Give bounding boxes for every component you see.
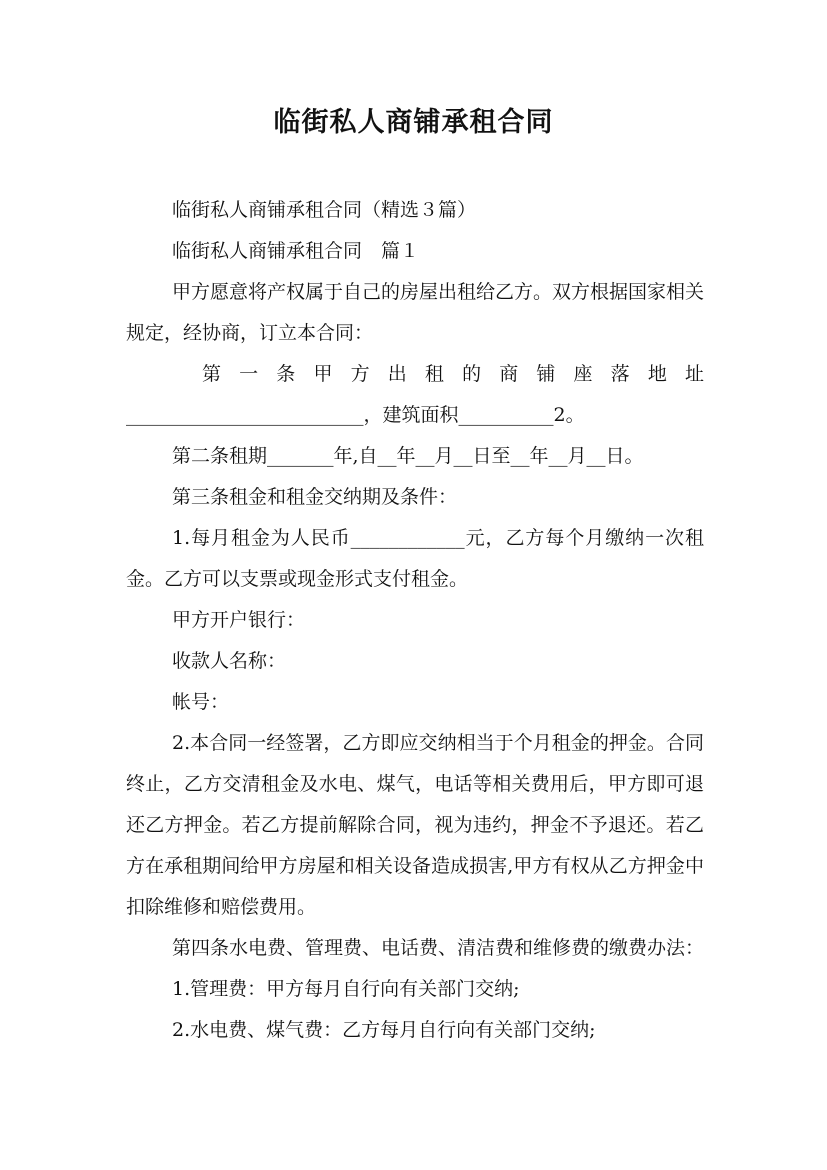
paragraph-deposit: 2.本合同一经签署，乙方即应交纳相当于个月租金的押金。合同终止，乙方交清租金及水电、煤气，电话等相关费用后，甲方即可退还乙方押金。若乙方提前解除合同，视为违约，押金不予退还。若乙方在承租期间给甲方房屋和相关设备造成损害,甲方有权从乙方押金中扣除维修和赔偿费用。 <box>126 732 704 918</box>
paragraph-article-1: 第一条甲方出租的商铺座落地址 <box>202 363 704 385</box>
document-body <box>126 190 704 1051</box>
paragraph-article-1-address-line: _________________________，建筑面积__________2。 <box>126 404 585 426</box>
paragraph-bank: 甲方开户银行： <box>172 609 306 631</box>
paragraph-collection-title: 临街私人商铺承租合同（精选３篇） <box>172 199 477 221</box>
paragraph-section-title: 临街私人商铺承租合同 篇１ <box>172 240 420 262</box>
paragraph-account: 帐号： <box>172 691 230 713</box>
paragraph-utilities-fee: 2.水电费、煤气费：乙方每月自行向有关部门交纳; <box>172 1019 596 1041</box>
paragraph-preamble: 甲方愿意将产权属于自己的房屋出租给乙方。双方根据国家相关规定，经协商，订立本合同： <box>126 281 705 344</box>
paragraph-payee: 收款人名称： <box>172 650 287 672</box>
paragraph-rent-amount: 1.每月租金为人民币____________元，乙方每个月缴纳一次租金。乙方可以支票或现金形式支付租金。 <box>126 527 704 590</box>
paragraph-article-4: 第四条水电费、管理费、电话费、清洁费和维修费的缴费办法： <box>172 937 705 959</box>
paragraph-article-3: 第三条租金和租金交纳期及条件： <box>172 486 458 508</box>
paragraph-management-fee: 1.管理费：甲方每月自行向有关部门交纳; <box>172 978 520 1000</box>
paragraph-article-2: 第二条租期_______年,自__年__月__日至__年__月__日。 <box>172 445 644 467</box>
document-title: 临街私人商铺承租合同 <box>273 107 554 138</box>
